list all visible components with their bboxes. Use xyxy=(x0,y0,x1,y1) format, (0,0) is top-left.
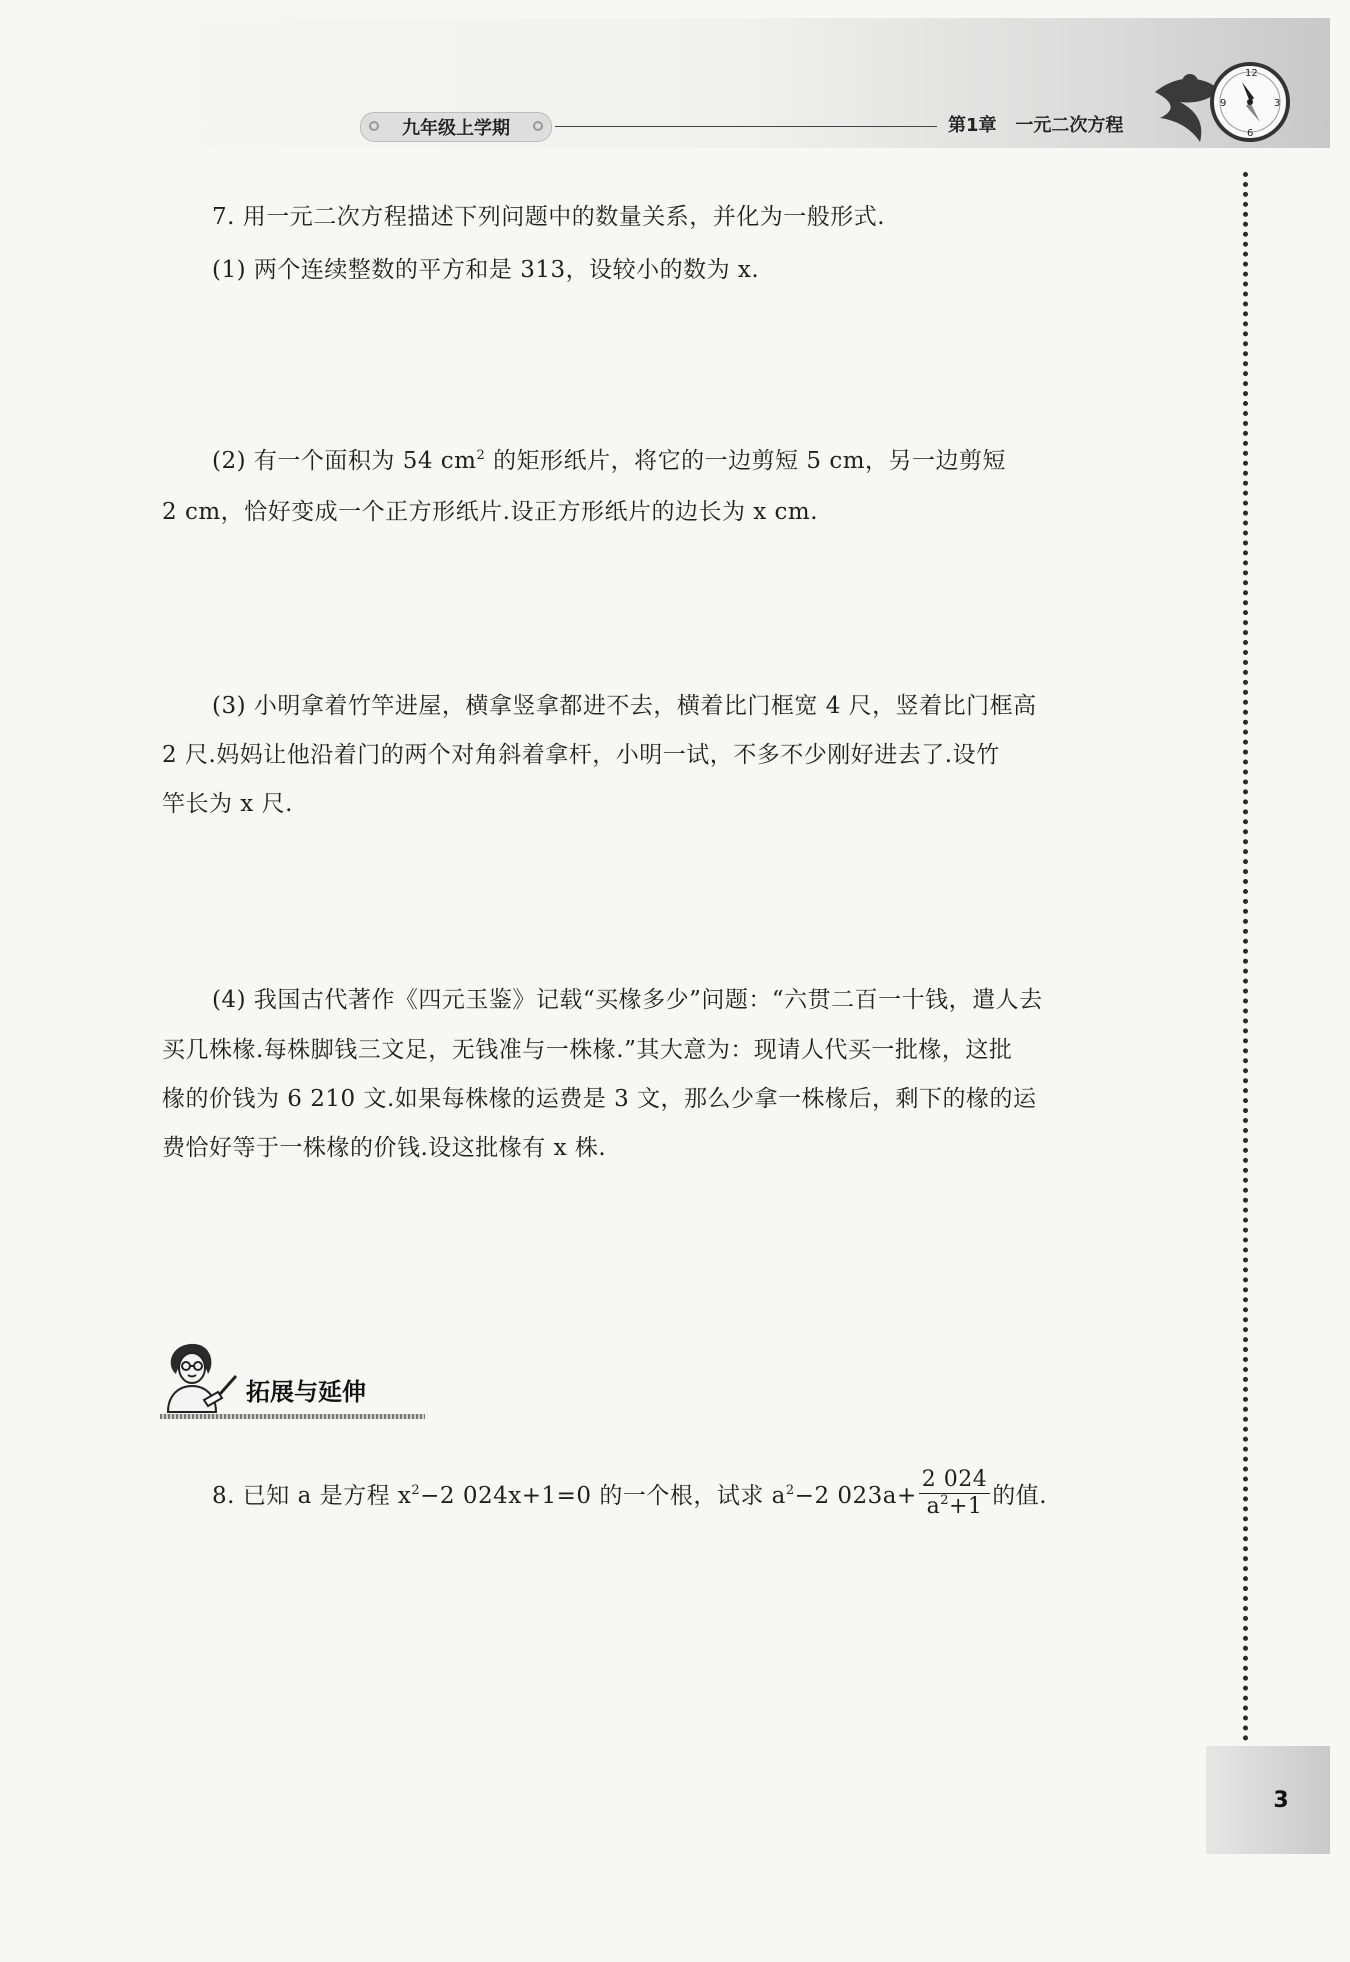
runner-compass-icon xyxy=(1150,52,1300,162)
problem-7-part-2-line-2: 2 cm，恰好变成一个正方形纸片.设正方形纸片的边长为 x cm. xyxy=(162,499,819,525)
section-title: 拓展与延伸 xyxy=(246,1378,366,1406)
part-2-text-a: (2) 有一个面积为 54 cm xyxy=(212,448,477,474)
problem-8-suffix: 的值. xyxy=(992,1483,1048,1509)
fraction xyxy=(919,1467,990,1520)
section-underline xyxy=(160,1414,425,1419)
part-2-superscript: 2 xyxy=(476,448,486,463)
grade-label: 九年级上学期 xyxy=(402,118,510,139)
problem-8-prefix: 8. 已知 a 是方程 x xyxy=(212,1483,412,1509)
margin-dotted-rail xyxy=(1243,172,1248,1742)
equation-rest: −2 024x+1=0 的一个根，试求 a xyxy=(420,1483,786,1509)
denominator-variable: a xyxy=(926,1493,941,1519)
header-rule xyxy=(555,126,937,127)
chapter-label: 第1章 一元二次方程 xyxy=(948,115,1124,136)
page-number-tab xyxy=(1206,1746,1330,1854)
expression-rest: −2 023a+ xyxy=(794,1483,917,1509)
svg-text:12: 12 xyxy=(1245,68,1258,79)
page-number: 3 xyxy=(1273,1787,1289,1813)
svg-text:6: 6 xyxy=(1247,128,1254,139)
problem-7-part-4-line-3: 椽的价钱为 6 210 文.如果每株椽的运费是 3 文，那么少拿一株椽后，剩下的椽的运 xyxy=(162,1086,1037,1112)
svg-text:3: 3 xyxy=(1274,98,1281,109)
header-band xyxy=(0,18,1330,148)
equation-exponent: 2 xyxy=(411,1483,421,1498)
problem-7-part-4-line-4: 费恰好等于一株椽的价钱.设这批椽有 x 株. xyxy=(162,1135,607,1161)
pill-circle-right-icon xyxy=(533,121,543,131)
problem-8 xyxy=(212,1466,1047,1526)
part-2-text-b: 的矩形纸片，将它的一边剪短 5 cm，另一边剪短 xyxy=(485,448,1007,474)
problem-7-part-1: (1) 两个连续整数的平方和是 313，设较小的数为 x. xyxy=(212,257,760,283)
problem-7-part-4-line-2: 买几株椽.每株脚钱三文足，无钱准与一株椽.”其大意为：现请人代买一批椽，这批 xyxy=(162,1037,1013,1063)
pill-circle-left-icon xyxy=(369,121,379,131)
problem-7-part-3-line-2: 2 尺.妈妈让他沿着门的两个对角斜着拿杆，小明一试，不多不少刚好进去了.设竹 xyxy=(162,742,1000,768)
problem-7-part-3-line-3: 竿长为 x 尺. xyxy=(162,791,293,817)
section-banner xyxy=(160,1336,425,1420)
grade-badge xyxy=(360,112,552,142)
fraction-numerator: 2 024 xyxy=(919,1467,990,1494)
problem-7-part-2-line-1 xyxy=(212,445,1006,477)
denominator-constant: +1 xyxy=(949,1493,983,1519)
expression-exponent: 2 xyxy=(785,1483,795,1498)
problem-7-stem: 7. 用一元二次方程描述下列问题中的数量关系，并化为一般形式. xyxy=(212,204,886,230)
svg-text:9: 9 xyxy=(1220,98,1227,109)
problem-7-part-3-line-1: (3) 小明拿着竹竿进屋，横拿竖拿都进不去，横着比门框宽 4 尺，竖着比门框高 xyxy=(212,693,1037,719)
fraction-denominator xyxy=(919,1494,990,1520)
problem-7-part-4-line-1: (4) 我国古代著作《四元玉鉴》记载“买椽多少”问题：“六贯二百一十钱，遣人去 xyxy=(212,987,1043,1013)
denominator-exponent: 2 xyxy=(940,1492,949,1508)
teacher-icon xyxy=(160,1336,240,1414)
